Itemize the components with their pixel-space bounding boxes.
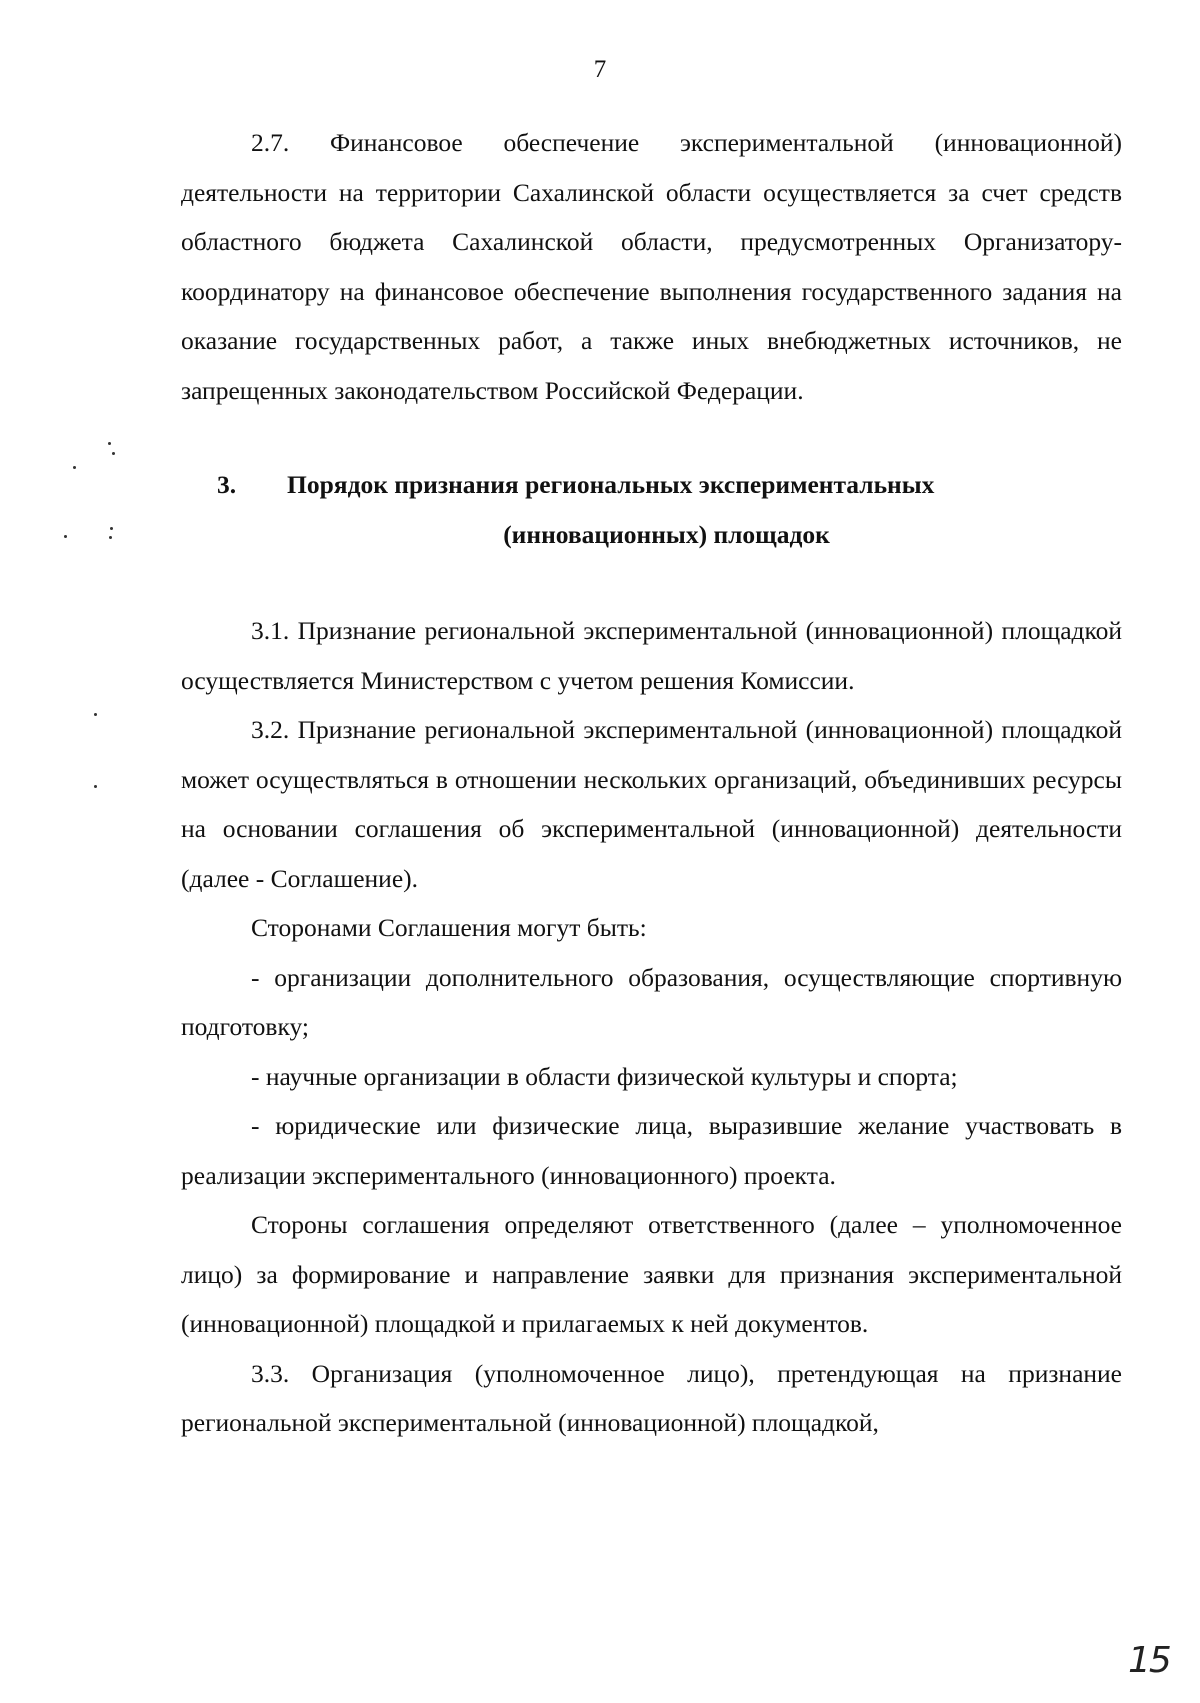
list-item-scientific-organizations: - научные организации в области физической культуры и спорта; [251,1061,958,1091]
page-number: 7 [593,56,607,83]
section-number: 3. [217,470,237,499]
paragraph-3-1: 3.1. Признание региональной экспериментальной (инновационной) площадкой осуществляется Министерством с учетом решения Комиссии. [181,616,1122,695]
section-title-line2: (инновационных) площадок [503,519,830,549]
scan-speck [109,536,112,539]
scan-speck [73,466,76,469]
section-heading [181,460,1122,559]
scan-speck [64,535,67,538]
section-title-line1: Порядок признания региональных экспериментальных [287,470,935,499]
paragraph-2-7: 2.7. Финансовое обеспечение экспериментальной (инновационной) деятельности на территории Сахалинской области осуществляется за счет средств областного бюджета Сахалинской области, предусмотренных Организатору-координатору на финансовое обеспечение выполнения государственного задания на оказание государственных работ, а также иных внебюджетных источников, не запрещенных законодательством Российской Федерации. [181,128,1122,405]
paragraph-3-3: 3.3. Организация (уполномоченное лицо), претендующая на признание региональной экспериментальной (инновационной) площадкой, [181,1358,1122,1437]
scan-speck [94,713,97,716]
list-item-legal-physical-persons: - юридические или физические лица, выразившие желание участвовать в реализации экспериментального (инновационного) проекта. [181,1111,1122,1190]
scan-speck [108,442,111,445]
section-heading-line1 [181,460,1122,510]
scan-speck [94,785,97,788]
paragraph-responsible-party: Стороны соглашения определяют ответственного (далее – уполномоченное лицо) за формирование и направление заявки для признания экспериментальной (инновационной) площадкой и прилагаемых к ней документов. [181,1210,1122,1338]
list-item-additional-education: - организации дополнительного образования, осуществляющие спортивную подготовку; [181,962,1122,1041]
scan-speck [112,452,115,455]
scan-speck [110,527,113,530]
document-body [181,118,1122,1448]
paragraph-parties-intro: Сторонами Соглашения могут быть: [251,913,647,942]
handwritten-page-number: 15 [1128,1640,1170,1681]
paragraph-3-2: 3.2. Признание региональной экспериментальной (инновационной) площадкой может осуществляться в отношении нескольких организаций, объединивших ресурсы на основании соглашения об экспериментальной (инновационной) деятельности (далее - Соглашение). [181,715,1122,893]
